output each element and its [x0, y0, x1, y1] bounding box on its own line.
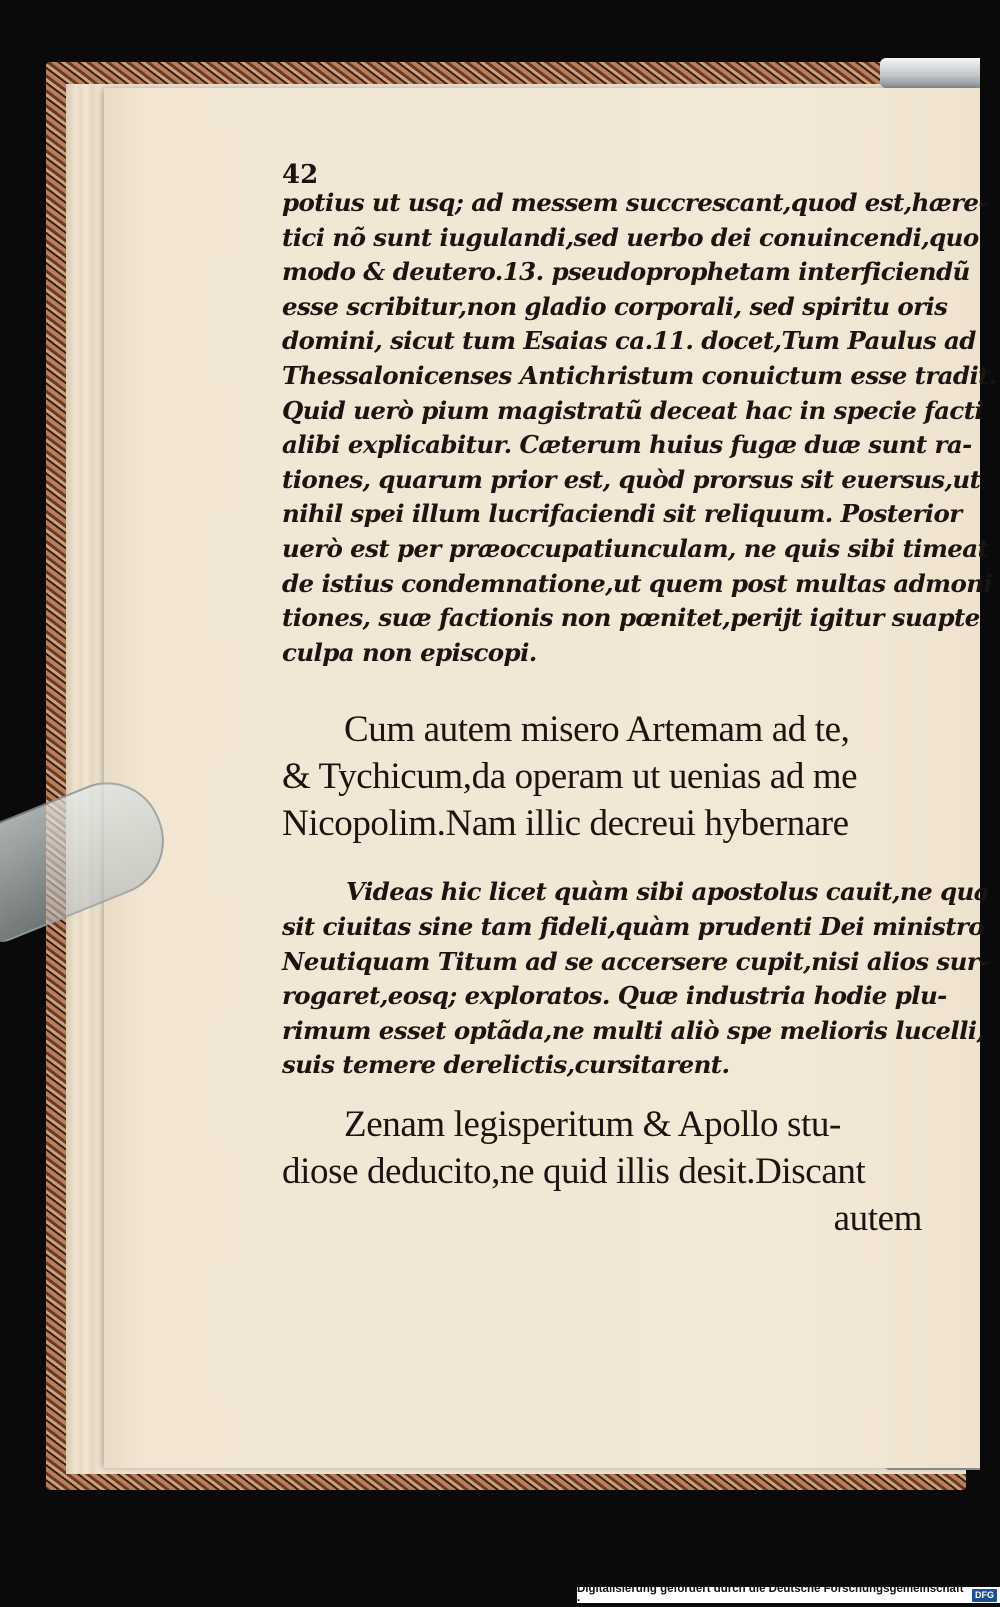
- text-line: de istius condemnatione,ut quem post multas admoni: [282, 568, 993, 598]
- text-line: Thessalonicenses Antichristum conuictum esse tradit.: [282, 360, 997, 390]
- page-text: [282, 160, 997, 1242]
- verse-line: Cum autem misero Artemam ad te,: [344, 709, 850, 751]
- text-line: uerò est per præoccupatiunculam, ne quis sibi timeat: [282, 533, 989, 563]
- text-line: alibi explicabitur. Cæterum huius fugæ duæ sunt ra-: [282, 430, 972, 460]
- scripture-verse-2: [282, 1101, 922, 1242]
- text-line: potius ut usq; ad messem succrescant,quod est,hære-: [282, 188, 988, 217]
- text-line: culpa non episcopi.: [282, 637, 537, 667]
- text-line: tiones, suæ factionis non pœnitet,perijt igitur suapte: [282, 603, 980, 633]
- digitization-footer: [577, 1583, 1000, 1607]
- page-number: 42: [282, 160, 319, 190]
- commentary-paragraph-2: [282, 875, 990, 1083]
- text-line: Videas hic licet quàm sibi apostolus cauit,ne qua: [346, 877, 990, 907]
- text-line: modo & deutero.13. pseudoprophetam interficiendũ: [282, 257, 970, 287]
- text-line: sit ciuitas sine tam fideli,quàm prudenti Dei ministro: [282, 911, 984, 941]
- text-line: rogaret,eosq; exploratos. Quæ industria hodie plu-: [282, 981, 947, 1011]
- verse-line: Zenam legisperitum & Apollo stu-: [344, 1103, 841, 1145]
- commentary-paragraph-1: [282, 186, 997, 670]
- catchword: autem: [833, 1197, 922, 1239]
- text-line: domini, sicut tum Esaias ca.11. docet,Tum Paulus ad: [282, 326, 976, 356]
- text-line: nihil spei illum lucrifaciendi sit reliquum. Posterior: [282, 499, 962, 529]
- footer-text: Digitalisierung gefördert durch die Deutsche Forschungsgemeinschaft ·: [577, 1583, 964, 1607]
- verse-line: Nicopolim.Nam illic decreui hybernare: [282, 803, 849, 845]
- text-line: tiones, quarum prior est, quòd prorsus sit euersus,ut: [282, 464, 981, 494]
- text-line: esse scribitur,non gladio corporali, sed spiritu oris: [282, 291, 948, 321]
- verse-line: diose deducito,ne quid illis desit.Discant: [282, 1150, 866, 1192]
- text-line: tici nõ sunt iugulandi,sed uerbo dei conuincendi,quo: [282, 222, 979, 252]
- dfg-logo-icon: DFG: [972, 1589, 997, 1602]
- text-line: rimum esset optãda,ne multi aliò spe melioris lucelli,: [282, 1015, 985, 1045]
- verse-line: & Tychicum,da operam ut uenias ad me: [282, 756, 858, 798]
- text-line: Neutiquam Titum ad se accersere cupit,nisi alios sur-: [282, 946, 989, 976]
- text-line: Quid uerò pium magistratũ deceat hac in specie facti: [282, 395, 984, 425]
- scripture-verse-1: [282, 706, 922, 847]
- text-line: suis temere derelictis,cursitarent.: [282, 1050, 730, 1080]
- page-clip-top: [880, 58, 980, 88]
